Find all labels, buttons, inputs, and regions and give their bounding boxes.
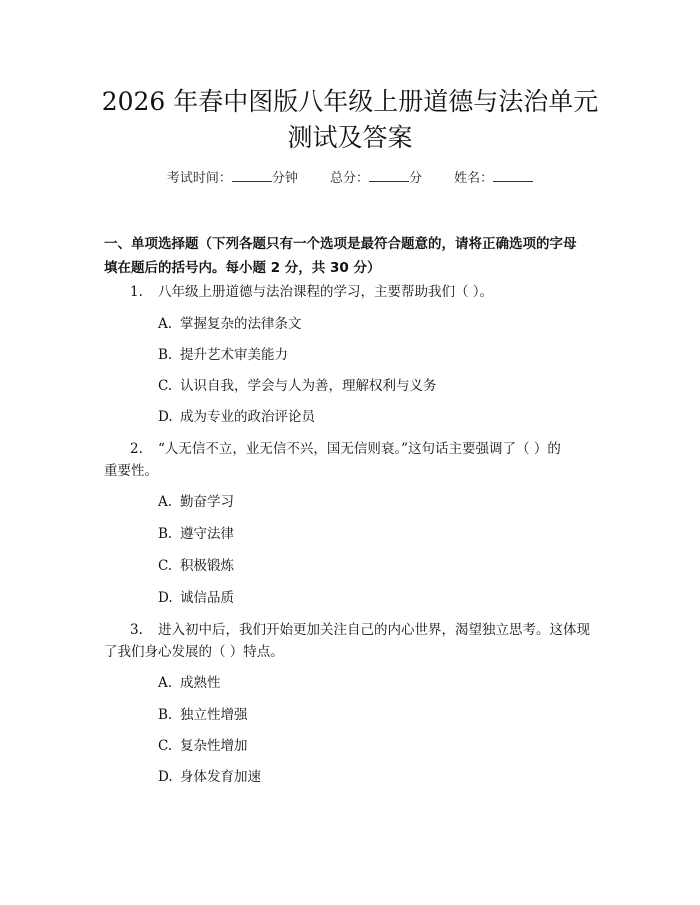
option-letter: C.: [158, 378, 173, 394]
exam-time-blank: [232, 168, 272, 182]
question-3-option-a: [158, 671, 221, 695]
total-score-blank: [369, 168, 409, 182]
option-letter: D.: [158, 409, 173, 425]
question-2-text: “人无信不立，业无信不兴，国无信则衰。”这句话主要强调了（ ）的: [158, 441, 561, 457]
total-score-field: [330, 171, 422, 186]
option-text: 掌握复杂的法律条文: [180, 316, 302, 332]
option-text: 成熟性: [180, 675, 221, 691]
question-3-number: 3.: [130, 622, 143, 638]
question-1-text: 八年级上册道德与法治课程的学习，主要帮助我们（ ）。: [158, 284, 494, 300]
question-1-option-c: [158, 374, 437, 398]
question-2-stem-continued: 重要性。: [104, 463, 158, 479]
option-letter: B.: [158, 526, 173, 542]
student-name-blank: [493, 168, 533, 182]
option-letter: A.: [158, 494, 173, 510]
question-1-number: 1.: [130, 284, 143, 300]
option-letter: B.: [158, 347, 173, 363]
section-heading-line-1: 一、单项选择题（下列各题只有一个选项是最符合题意的，请将正确选项的字母: [104, 236, 577, 252]
total-score-label: 总分：: [329, 171, 369, 186]
student-name-field: [454, 171, 533, 186]
question-2-option-a: [158, 490, 234, 514]
question-2-option-c: [158, 554, 234, 578]
exam-time-label: 考试时间：: [166, 171, 232, 186]
option-letter: C.: [158, 558, 173, 574]
option-text: 成为专业的政治评论员: [180, 409, 315, 425]
question-3-stem: [130, 618, 590, 642]
option-letter: B.: [158, 707, 173, 723]
option-text: 复杂性增加: [180, 738, 248, 754]
option-letter: C.: [158, 738, 173, 754]
option-text: 提升艺术审美能力: [180, 347, 288, 363]
student-name-label: 姓名：: [454, 171, 494, 186]
option-text: 遵守法律: [180, 526, 234, 542]
option-letter: D.: [158, 769, 173, 785]
total-score-unit: 分: [409, 171, 423, 186]
question-1-stem: [130, 280, 493, 304]
exam-time-unit: 分钟: [271, 171, 298, 186]
section-heading-line-2: 填在题后的括号内。每小题 2 分，共 30 分）: [104, 260, 381, 276]
question-3-option-d: [158, 765, 261, 789]
option-text: 独立性增强: [180, 707, 248, 723]
exam-title-line-2: 测试及答案: [287, 123, 413, 152]
option-text: 勤奋学习: [180, 494, 234, 510]
option-text: 身体发育加速: [180, 769, 261, 785]
question-2-stem: [130, 437, 561, 461]
exam-title-line-1: 2026 年春中图版八年级上册道德与法治单元: [101, 87, 599, 116]
option-text: 诚信品质: [180, 590, 234, 606]
exam-time-field: [167, 171, 298, 186]
option-text: 认识自我，学会与人为善，理解权利与义务: [180, 378, 437, 394]
question-2-option-d: [158, 586, 234, 610]
question-3-stem-continued: 了我们身心发展的（ ）特点。: [104, 644, 284, 660]
exam-meta: [0, 168, 700, 189]
option-letter: A.: [158, 675, 173, 691]
question-1-option-b: [158, 343, 288, 367]
question-3-option-c: [158, 734, 248, 758]
question-3-option-b: [158, 703, 248, 727]
question-1-option-d: [158, 405, 315, 429]
question-2-option-b: [158, 522, 234, 546]
option-text: 积极锻炼: [180, 558, 234, 574]
question-2-number: 2.: [130, 441, 143, 457]
option-letter: D.: [158, 590, 173, 606]
option-letter: A.: [158, 316, 173, 332]
question-1-option-a: [158, 312, 302, 336]
question-3-text: 进入初中后，我们开始更加关注自己的内心世界，渴望独立思考。这体现: [158, 622, 590, 638]
